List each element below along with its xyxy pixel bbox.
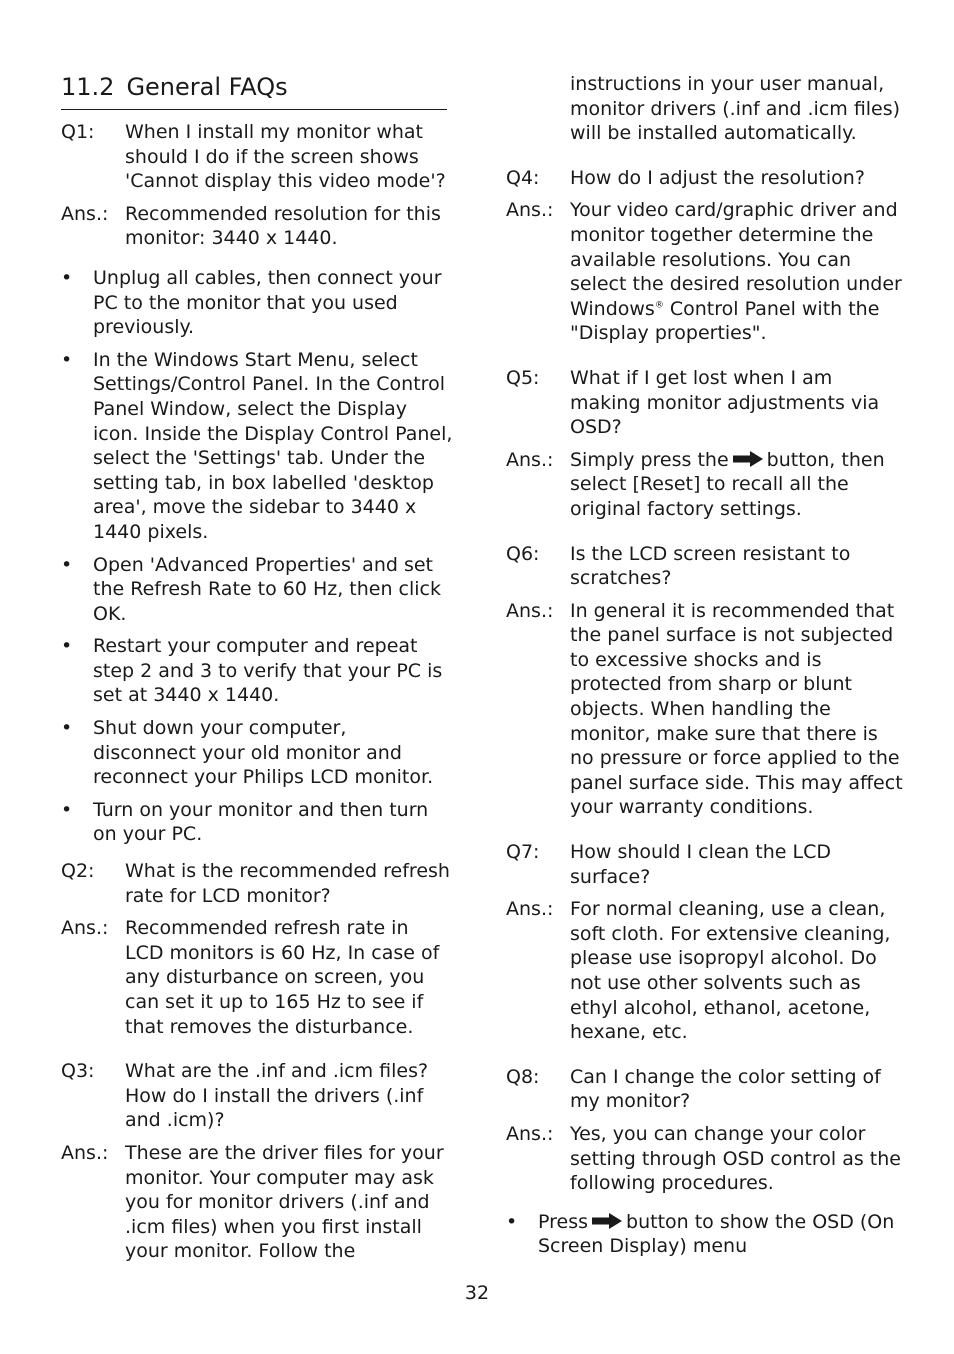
list-item	[61, 716, 453, 790]
q4-text: How do I adjust the resolution?	[570, 166, 865, 189]
bullet-icon: •	[61, 553, 73, 576]
q5-ans-text-b: button, then select [Reset] to recall all the original factory settings.	[570, 448, 885, 520]
bullet-icon: •	[61, 348, 73, 371]
q7-ans-label: Ans.:	[506, 898, 554, 921]
q1-question	[61, 120, 453, 194]
q8-bullet-text-a: Press	[538, 1210, 589, 1233]
bullet-icon: •	[61, 717, 73, 740]
q8-text: Can I change the color setting of my monitor?	[570, 1065, 881, 1113]
q1-ans-text: Recommended resolution for this monitor: 3440 x 1440.	[125, 202, 441, 250]
q8-bullet-text-b: button to show the OSD (On Screen Display) menu	[538, 1210, 895, 1258]
section-heading	[61, 70, 447, 110]
q1-ans-label: Ans.:	[61, 202, 109, 225]
q1-text: When I install my monitor what should I do if the screen shows 'Cannot display this video mode'?	[125, 121, 446, 193]
q7-answer	[506, 897, 906, 1045]
q5-label: Q5:	[506, 366, 540, 389]
q5-question	[506, 366, 906, 440]
list-item	[61, 553, 453, 627]
q1-label: Q1:	[61, 121, 95, 143]
q6-label: Q6:	[506, 542, 540, 565]
section-number: 11.2	[61, 73, 115, 101]
bullet-icon: •	[61, 635, 73, 658]
list-item	[506, 1210, 906, 1259]
q8-ans-label: Ans.:	[506, 1122, 554, 1145]
q3-question	[61, 1059, 453, 1133]
registered-mark: ®	[654, 300, 664, 311]
q2-ans-label: Ans.:	[61, 917, 109, 940]
q8-label: Q8:	[506, 1065, 540, 1088]
bullet-icon: •	[61, 798, 73, 821]
q7-ans-text: For normal cleaning, use a clean, soft cloth. For extensive cleaning, please use isopropyl alcohol. Do not use other solvents such as ethyl alcohol, ethanol, acetone, hexane, etc.	[570, 898, 891, 1044]
list-item	[61, 798, 453, 847]
q6-text: Is the LCD screen resistant to scratches?	[570, 542, 851, 590]
q3-text: What are the .inf and .icm files? How do I install the drivers (.inf and .icm)?	[125, 1060, 429, 1132]
right-column	[506, 70, 906, 1259]
q7-label: Q7:	[506, 841, 540, 864]
q2-text: What is the recommended refresh rate for LCD monitor?	[125, 860, 450, 907]
q8-ans-text: Yes, you can change your color setting through OSD control as the following procedures.	[570, 1122, 901, 1195]
list-item-text: Unplug all cables, then connect your PC to the monitor that you used previously.	[93, 266, 442, 339]
list-item-text: Shut down your computer, disconnect your old monitor and reconnect your Philips LCD monitor.	[93, 717, 434, 789]
q8-answer	[506, 1122, 906, 1196]
bullet-icon: •	[61, 266, 73, 289]
q4-label: Q4:	[506, 166, 540, 189]
list-item-text: In the Windows Start Menu, select Settings/Control Panel. In the Control Panel Window, select the Display icon. Inside the Display Control Panel, select the 'Settings' tab. Under the setting tab, in box labelled 'desktop area', move the sidebar to 3440 x 1440 pixels.	[93, 348, 453, 543]
q8-question	[506, 1065, 906, 1114]
q3-answer	[61, 1141, 453, 1264]
q4-ans-text	[570, 198, 906, 346]
right-arrow-icon	[733, 451, 763, 467]
q5-ans-label: Ans.:	[506, 448, 554, 471]
q2-answer	[61, 916, 453, 1039]
left-column	[61, 70, 453, 1264]
q4-answer	[506, 198, 906, 346]
page-number: 32	[464, 1282, 490, 1304]
q2-question	[61, 859, 453, 908]
q3-answer-continued: instructions in your user manual, monitor drivers (.inf and .icm files) will be installed automatically.	[570, 73, 901, 145]
q1-answer	[61, 202, 453, 251]
q5-answer	[506, 448, 906, 522]
list-item	[61, 348, 453, 545]
q2-ans-text: Recommended refresh rate in LCD monitors is 60 Hz, In case of any disturbance on screen, you can set it up to 165 Hz to see if that removes the disturbance.	[125, 917, 440, 1038]
q5-ans-text-a: Simply press the	[570, 448, 729, 471]
list-item-text: Turn on your monitor and then turn on your PC.	[93, 798, 429, 846]
list-item-text: Open 'Advanced Properties' and set the Refresh Rate to 60 Hz, then click OK.	[93, 553, 442, 625]
q3-ans-label: Ans.:	[61, 1141, 109, 1164]
list-item	[61, 266, 453, 340]
q6-ans-text: In general it is recommended that the panel surface is not subjected to excessive shocks and is protected from sharp or blunt objects. When handling the monitor, make sure that there is no pressure or force applied to the panel surface side. This may affect your warranty conditions.	[570, 599, 903, 819]
q7-text: How should I clean the LCD surface?	[570, 841, 831, 888]
q5-text: What if I get lost when I am making monitor adjustments via OSD?	[570, 366, 880, 439]
q5-ans-text	[570, 448, 906, 522]
q6-question	[506, 542, 906, 591]
q7-question	[506, 840, 906, 889]
list-item-text	[538, 1210, 906, 1259]
bullet-icon: •	[506, 1210, 518, 1233]
q6-answer	[506, 599, 906, 820]
q3-label: Q3:	[61, 1060, 95, 1083]
q6-ans-label: Ans.:	[506, 599, 554, 622]
list-item-text: Restart your computer and repeat step 2 and 3 to verify that your PC is set at 3440 x 1440.	[93, 635, 443, 707]
q4-question	[506, 166, 906, 191]
q4-ans-text-a: Your video card/graphic driver and monitor together determine the available resolutions. You can select the desired resolution under Windows	[570, 199, 902, 320]
list-item	[61, 634, 453, 708]
section-title: General FAQs	[126, 73, 288, 101]
q2-label: Q2:	[61, 860, 95, 883]
q4-ans-label: Ans.:	[506, 199, 554, 222]
q3-ans-text: These are the driver files for your monitor. Your computer may ask you for monitor drivers (.inf and .icm files) when you first install your monitor. Follow the	[125, 1141, 444, 1263]
right-arrow-icon	[592, 1213, 622, 1229]
q4-ans-text-b: Control Panel with the "Display properties".	[570, 297, 880, 345]
